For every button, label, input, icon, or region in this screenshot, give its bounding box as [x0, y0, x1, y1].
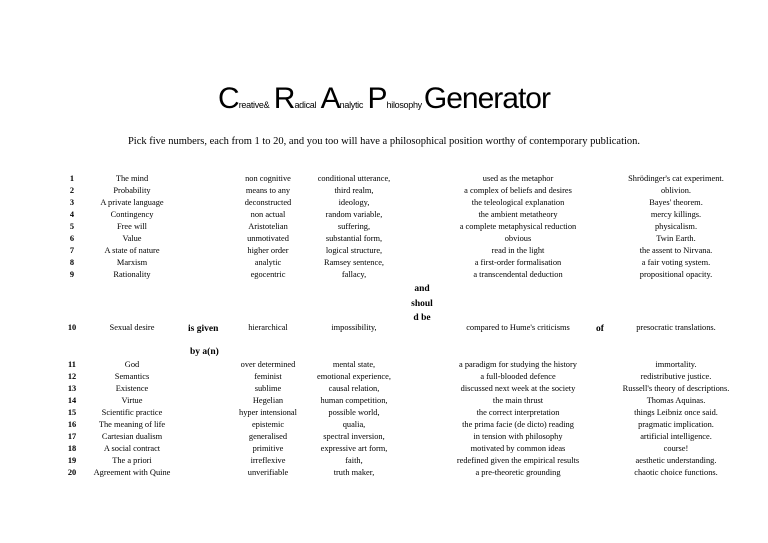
object-cell: artificial intelligence. [640, 432, 712, 441]
subject-cell: Virtue [121, 396, 143, 405]
modifier-cell: unmotivated [247, 234, 289, 243]
object-cell: Russell's theory of descriptions. [622, 384, 730, 393]
relation-cell: compared to Hume's criticisms [466, 323, 570, 332]
row-number: 6 [69, 234, 75, 243]
object-cell: oblivion. [660, 186, 691, 195]
title-word-radical: adical [294, 100, 317, 110]
subject-cell: Rationality [113, 270, 151, 279]
modifier-cell: means to any [245, 186, 291, 195]
relation-cell: the ambient metatheory [478, 210, 558, 219]
concept-cell: substantial form, [325, 234, 383, 243]
row-number: 14 [67, 396, 77, 405]
modifier-cell: analytic [254, 258, 282, 267]
connector-and-should-be: and shoul d be [411, 284, 433, 323]
row-number: 7 [69, 246, 75, 255]
relation-cell: the main thrust [492, 396, 544, 405]
concept-cell: Ramsey sentence, [324, 258, 384, 267]
object-cell: propositional opacity. [639, 270, 713, 279]
modifier-cell: Hegelian [252, 396, 284, 405]
modifier-cell: over determined [240, 360, 296, 369]
subject-cell: Agreement with Quine [93, 468, 171, 477]
row-number: 2 [69, 186, 75, 195]
relation-cell: redefined given the empirical results [456, 456, 580, 465]
concept-cell: spectral inversion, [323, 432, 385, 441]
row-number: 4 [69, 210, 75, 219]
concept-cell: possible world, [328, 408, 380, 417]
concept-cell: conditional utterance, [317, 174, 391, 183]
relation-cell: discussed next week at the society [460, 384, 576, 393]
row-number: 13 [67, 384, 77, 393]
object-cell: chaotic choice functions. [634, 468, 718, 477]
concept-cell: causal relation, [328, 384, 380, 393]
relation-cell: the prima facie (de dicto) reading [462, 420, 574, 429]
concept-cell: truth maker, [333, 468, 375, 477]
row-number: 10 [67, 323, 77, 332]
relation-cell: a full-blooded defence [480, 372, 556, 381]
row-number: 17 [67, 432, 77, 441]
modifier-cell: non actual [250, 210, 286, 219]
subject-cell: The meaning of life [98, 420, 166, 429]
page-title [0, 82, 768, 116]
relation-cell: in tension with philosophy [473, 432, 563, 441]
title-word-generator: Generator [423, 82, 550, 115]
subject-cell: God [124, 360, 140, 369]
intro-text: Pick five numbers, each from 1 to 20, and you too will have a philosophical position worthy of contemporary publication. [127, 136, 641, 147]
object-cell: physicalism. [654, 222, 698, 231]
connector-is-given: is given [188, 324, 219, 334]
object-cell: presocratic translations. [636, 323, 716, 332]
object-cell: immortality. [655, 360, 697, 369]
row-number: 5 [69, 222, 75, 231]
concept-cell: mental state, [332, 360, 376, 369]
modifier-cell: epistemic [251, 420, 285, 429]
row-number: 15 [67, 408, 77, 417]
subject-cell: A private language [100, 198, 164, 207]
concept-cell: expressive art form, [320, 444, 388, 453]
connector-of: of [596, 324, 604, 334]
row-number: 16 [67, 420, 77, 429]
relation-cell: a first-order formalisation [474, 258, 562, 267]
row-number: 1 [69, 174, 75, 183]
concept-cell: emotional experience, [317, 372, 391, 381]
modifier-cell: non cognitive [245, 174, 291, 183]
subject-cell: Existence [115, 384, 149, 393]
row-number: 19 [67, 456, 77, 465]
concept-cell: random variable, [325, 210, 383, 219]
modifier-cell: higher order [247, 246, 289, 255]
relation-cell: a complex of beliefs and desires [464, 186, 572, 195]
title-letter-r: R [273, 82, 295, 115]
modifier-cell: hierarchical [248, 323, 288, 332]
modifier-cell: hyper intensional [239, 408, 297, 417]
object-cell: aesthetic understanding. [635, 456, 717, 465]
subject-cell: Free will [116, 222, 147, 231]
object-cell: Twin Earth. [656, 234, 696, 243]
object-cell: mercy killings. [650, 210, 702, 219]
subject-cell: The mind [115, 174, 149, 183]
title-letter-a: A [320, 82, 340, 115]
relation-cell: the correct interpretation [476, 408, 560, 417]
relation-cell: a paradigm for studying the history [459, 360, 577, 369]
concept-cell: faith, [345, 456, 363, 465]
concept-cell: human competition, [320, 396, 388, 405]
concept-cell: fallacy, [341, 270, 367, 279]
title-word-analytic: nalytic [339, 100, 364, 110]
subject-cell: Cartesian dualism [101, 432, 163, 441]
subject-cell: The a priori [112, 456, 152, 465]
relation-cell: obvious [504, 234, 532, 243]
subject-cell: A social contract [103, 444, 161, 453]
object-cell: pragmatic implication. [638, 420, 714, 429]
object-cell: redistributive justice. [640, 372, 712, 381]
row-number: 18 [67, 444, 77, 453]
concept-cell: qualia, [342, 420, 366, 429]
subject-cell: Semantics [114, 372, 150, 381]
modifier-cell: egocentric [250, 270, 286, 279]
modifier-cell: unverifiable [247, 468, 289, 477]
object-cell: a fair voting system. [641, 258, 711, 267]
modifier-cell: Aristotelian [248, 222, 288, 231]
concept-cell: impossibility, [331, 323, 377, 332]
row-number: 12 [67, 372, 77, 381]
concept-cell: ideology, [338, 198, 370, 207]
subject-cell: Probability [113, 186, 151, 195]
subject-cell: Contingency [110, 210, 154, 219]
subject-cell: Marxism [116, 258, 148, 267]
modifier-cell: feminist [254, 372, 282, 381]
relation-cell: a transcendental deduction [473, 270, 563, 279]
title-word-creative: reative& [238, 100, 270, 110]
subject-cell: Sexual desire [109, 323, 155, 332]
relation-cell: read in the light [491, 246, 545, 255]
concept-cell: suffering, [337, 222, 371, 231]
relation-cell: a complete metaphysical reduction [459, 222, 577, 231]
relation-cell: used as the metaphor [482, 174, 554, 183]
modifier-cell: generalised [248, 432, 288, 441]
object-cell: the assent to Nirvana. [639, 246, 713, 255]
object-cell: Shrödinger's cat experiment. [628, 174, 724, 183]
connector-by-an: by a(n) [190, 347, 219, 357]
subject-cell: A state of nature [104, 246, 160, 255]
subject-cell: Scientific practice [101, 408, 163, 417]
modifier-cell: primitive [252, 444, 284, 453]
relation-cell: a pre-theoretic grounding [475, 468, 561, 477]
relation-cell: the teleological explanation [471, 198, 565, 207]
row-number: 9 [69, 270, 75, 279]
title-word-philosophy: hilosophy [386, 100, 422, 110]
modifier-cell: deconstructed [244, 198, 292, 207]
object-cell: Bayes' theorem. [649, 198, 703, 207]
object-cell: Thomas Aquinas. [646, 396, 706, 405]
modifier-cell: irreflexive [250, 456, 286, 465]
modifier-cell: sublime [254, 384, 282, 393]
concept-cell: third realm, [334, 186, 374, 195]
row-number: 8 [69, 258, 75, 267]
row-number: 11 [68, 360, 76, 369]
concept-cell: logical structure, [325, 246, 383, 255]
row-number: 20 [67, 468, 77, 477]
object-cell: course! [663, 444, 689, 453]
object-cell: things Leibniz once said. [634, 408, 718, 417]
relation-cell: motivated by common ideas [470, 444, 566, 453]
row-number: 3 [69, 198, 75, 207]
title-letter-p: P [367, 82, 387, 115]
subject-cell: Value [122, 234, 142, 243]
title-letter-c: C [218, 82, 239, 115]
